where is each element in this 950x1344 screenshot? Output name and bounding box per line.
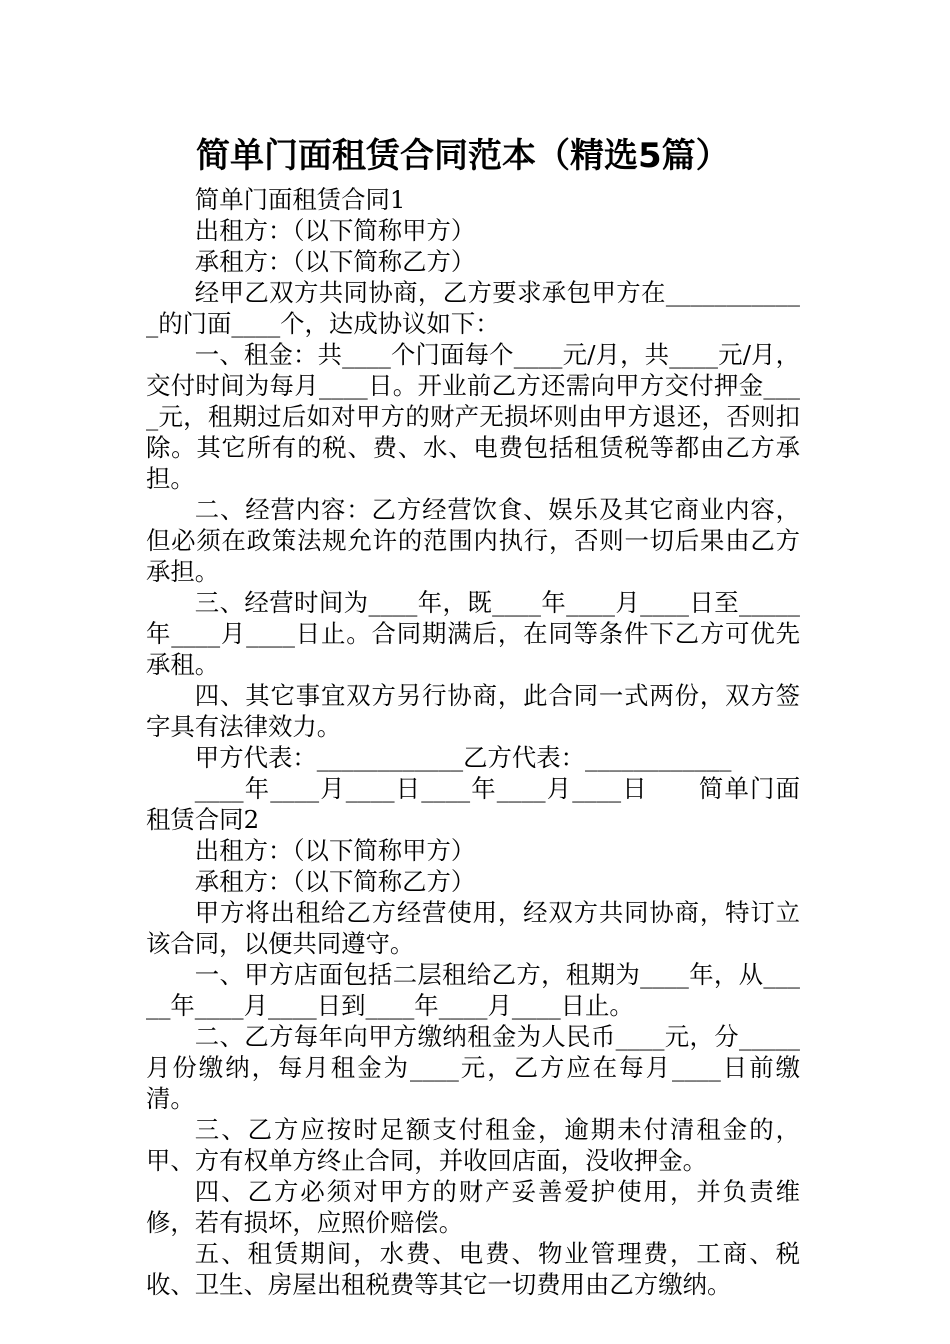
document-page	[146, 128, 800, 1300]
paragraph: 四、乙方必须对甲方的财产妥善爱护使用，并负责维修，若有损坏，应照价赔偿。	[146, 1177, 800, 1237]
lessor-line: 出租方：（以下简称甲方）	[194, 216, 476, 245]
date-line: ____年____月____日____年____月____日 简单门面租赁合同2	[146, 774, 800, 834]
signature-line: 甲方代表：____________乙方代表：____________	[194, 743, 732, 772]
paragraph: 一、租金：共____个门面每个____元/月，共____元/月，交付时间为每月____日。开业前乙方还需向甲方交付押金____元，租期过后如对甲方的财产无损坏则由甲方退还，否则扣除。其它所有的税、费、水、电费包括租赁税等都由乙方承担。	[146, 340, 800, 493]
contract-1-heading: 简单门面租赁合同1	[194, 185, 406, 214]
paragraph: 五、租赁期间，水费、电费、物业管理费，工商、税收、卫生、房屋出租税费等其它一切费用由乙方缴纳。	[146, 1239, 800, 1299]
paragraph: 二、乙方每年向甲方缴纳租金为人民币____元，分_____月份缴纳，每月租金为____元，乙方应在每月____日前缴清。	[146, 1022, 800, 1113]
paragraph: 三、乙方应按时足额支付租金，逾期未付清租金的，甲、方有权单方终止合同，并收回店面，没收押金。	[146, 1115, 800, 1175]
paragraph: 一、甲方店面包括二层租给乙方，租期为____年，从_____年____月____日到____年____月____日止。	[146, 960, 800, 1020]
document-title: 简单门面租赁合同范本（精选5篇）	[196, 136, 730, 176]
paragraph: 三、经营时间为____年，既____年____月____日至_____年____月____日止。合同期满后，在同等条件下乙方可优先承租。	[146, 588, 800, 679]
paragraph: 甲方将出租给乙方经营使用，经双方共同协商，特订立该合同，以便共同遵守。	[146, 898, 800, 958]
paragraph: 四、其它事宜双方另行协商，此合同一式两份，双方签字具有法律效力。	[146, 681, 800, 741]
paragraph: 经甲乙双方共同协商，乙方要求承包甲方在____________的门面____个，达成协议如下：	[146, 278, 800, 338]
lessor-line: 出租方：（以下简称甲方）	[194, 836, 476, 865]
lessee-line: 承租方：（以下简称乙方）	[194, 867, 476, 896]
document-body	[146, 184, 800, 1300]
lessee-line: 承租方：（以下简称乙方）	[194, 247, 476, 276]
paragraph: 二、经营内容：乙方经营饮食、娱乐及其它商业内容，但必须在政策法规允许的范围内执行，否则一切后果由乙方承担。	[146, 495, 800, 586]
